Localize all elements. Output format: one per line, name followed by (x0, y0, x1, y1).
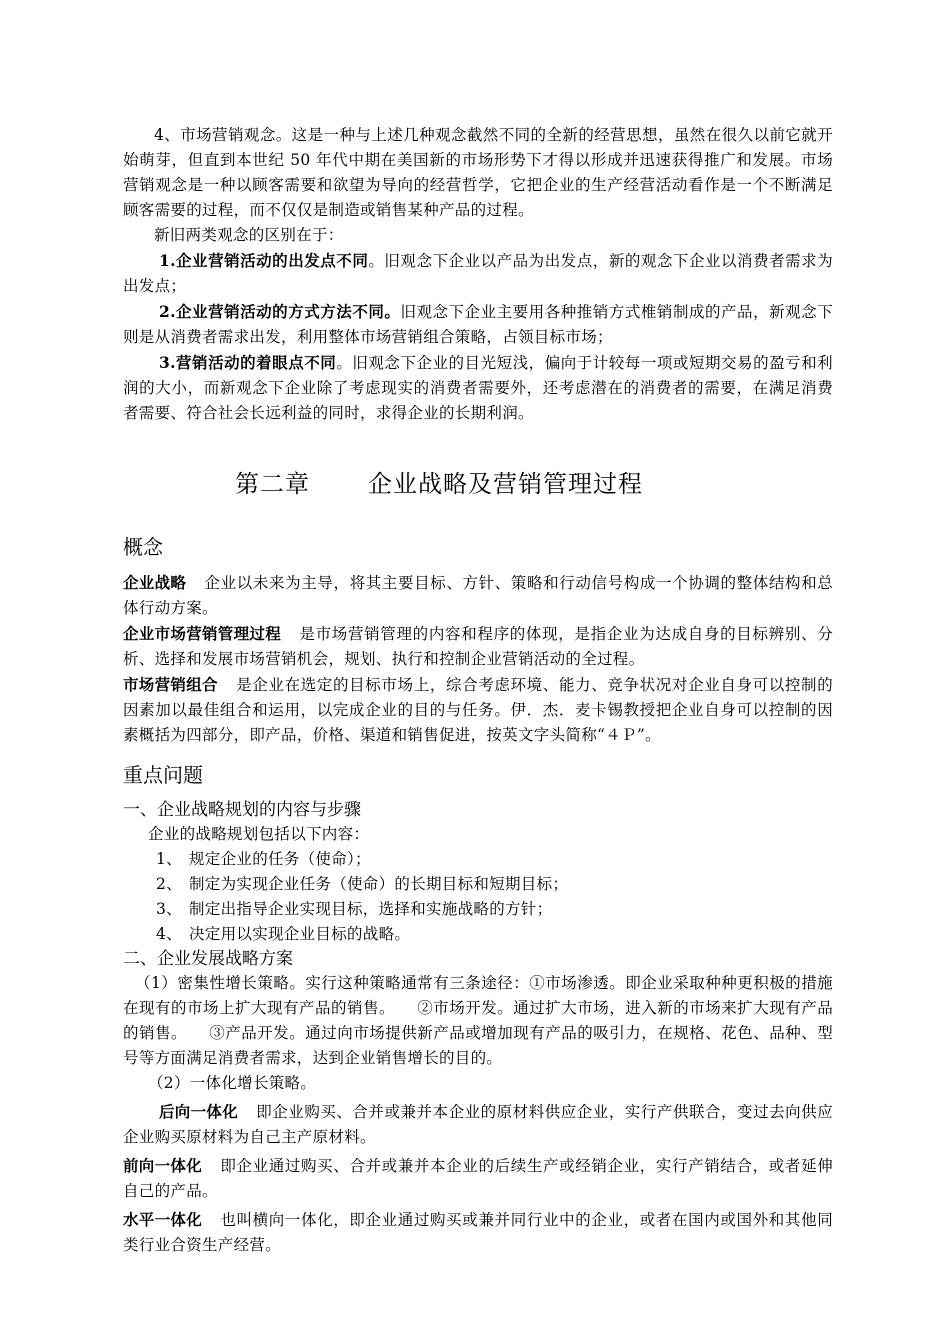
paragraph-marketing-concept: 4、市场营销观念。这是一种与上述几种观念截然不同的全新的经营思想，虽然在很久以前它就开始萌芽，但直到本世纪 50 年代中期在美国新的市场形势下才得以形成并迅速获得推广和发展。市场营销观念是一种以顾客需要和欲望为导向的经营哲学，它把企业的生产经营活动看作是一个不断满足顾客需要的过程，而不仅仅是制造或销售某种产品的过程。 (123, 126, 833, 219)
concept-item (123, 621, 833, 672)
list-item (123, 847, 833, 872)
integration-definition: 即企业购买、合并或兼并本企业的原材料供应企业，实行产供联合，变过去向供应企业购买原材料为自己主产原材料。 (123, 1103, 833, 1146)
chapter-heading (123, 464, 833, 504)
list-item (123, 872, 833, 897)
integration-definition: 也叫横向一体化，即企业通过购买或兼并同行业中的企业，或者在国内或国外和其他同类行业合资生产经营。 (123, 1211, 833, 1254)
list-item-text: 制定出指导企业实现目标，选择和实施战略的方针； (189, 900, 553, 918)
list-item (123, 922, 833, 947)
list-item-number: 1、 (156, 850, 182, 868)
integration-term: 前向一体化 (123, 1156, 203, 1175)
concept-term: 市场营销组合 (123, 675, 218, 694)
intensive-growth-part-3: ③产品开发。通过向市场提供新产品或增加现有产品的吸引力，在规格、花色、品种、型号等方面满足消费者需求，达到企业销售增长的目的。 (123, 1024, 833, 1067)
integration-item (123, 1153, 833, 1204)
list-item (123, 897, 833, 922)
section-1-intro: 企业的战略规划包括以下内容： (148, 825, 370, 843)
integration-definition: 即企业通过购买、合并或兼并本企业的后续生产或经销企业，实行产销结合，或者延伸自己的产品。 (123, 1157, 833, 1200)
difference-item-3-text: 。旧观念下企业的目光短浅，偏向于计较每一项或短期交易的盈亏和利润的大小，而新观念下企业除了考虑现实的消费者需要外，还考虑潜在的消费者的需要，在满足消费者需要、符合社会长远利益的同时，求得企业的长期利润。 (123, 354, 833, 422)
intensive-growth-part-1: （1）密集性增长策略。实行这种策略通常有三条途径：①市场渗透。即企业采取种种更积极的措施在现有的市场上扩大现有产品的销售。 (123, 974, 833, 1017)
list-item-text: 决定用以实现企业目标的战略。 (189, 925, 411, 943)
difference-item-1-text: 。旧观念下企业以产品为出发点，新的观念下企业以消费者需求为出发点； (123, 252, 834, 295)
difference-item-1 (123, 248, 833, 299)
concept-term: 企业市场营销管理过程 (123, 624, 282, 643)
list-item-text: 制定为实现企业任务（使命）的长期目标和短期目标； (189, 875, 569, 893)
concept-term: 企业战略 (123, 573, 187, 592)
list-item-number: 2、 (156, 875, 182, 893)
difference-item-1-title: 1.企业营销活动的出发点不同 (159, 251, 369, 270)
difference-item-2-title: 2.企业营销活动的方式方法不同。 (159, 302, 401, 321)
intensive-growth-part-2: ②市场开发。通过扩大市场，进入新的市场来扩大现有产品的销售。 (123, 999, 833, 1042)
difference-item-3 (123, 350, 833, 426)
chapter-title: 企业战略及营销管理过程 (368, 470, 643, 498)
section-2-title: 二、企业发展战略方案 (123, 949, 293, 969)
concept-item (123, 570, 833, 621)
key-issues-heading: 重点问题 (123, 763, 203, 787)
integration-growth-heading: （2）一体化增长策略。 (148, 1074, 317, 1092)
concepts-heading: 概念 (123, 535, 163, 559)
concept-item (123, 672, 833, 748)
concept-definition: 是市场营销管理的内容和程序的体现，是指企业为达成自身的目标辨别、分析、选择和发展市场营销机会，规划、执行和控制企业营销活动的全过程。 (123, 625, 833, 668)
integration-item (123, 1099, 833, 1150)
document-page (123, 123, 833, 1258)
list-item-text: 规定企业的任务（使命）； (189, 850, 371, 868)
section-1-title: 一、企业战略规划的内容与步骤 (123, 800, 361, 820)
integration-term: 后向一体化 (159, 1102, 239, 1121)
concept-definition: 是企业在选定的目标市场上，综合考虑环境、能力、竞争状况对企业自身可以控制的因素加以最佳组合和运用，以完成企业的目的与任务。伊．杰．麦卡锡教授把企业自身可以控制的因素概括为四部分，即产品，价格、渠道和销售促进，按英文字头简称“４Ｐ”。 (123, 676, 833, 744)
difference-item-2 (123, 299, 833, 350)
difference-item-2-text: 旧观念下企业主要用各种推销方式椎销制成的产品，新观念下则是从消费者需求出发，利用整体市场营销组合策略，占领目标市场； (123, 303, 834, 346)
integration-item (123, 1207, 833, 1258)
list-item-number: 3、 (156, 900, 182, 918)
concept-definition: 企业以未来为主导，将其主要目标、方针、策略和行动信号构成一个协调的整体结构和总体行动方案。 (123, 574, 833, 617)
difference-item-3-title: 3.营销活动的着眼点不同 (159, 353, 337, 372)
chapter-number: 第二章 (235, 470, 310, 498)
intensive-growth-paragraph (123, 971, 833, 1071)
list-item-number: 4、 (156, 925, 182, 943)
paragraph-difference-intro: 新旧两类观念的区别在于： (154, 226, 344, 244)
integration-term: 水平一体化 (123, 1210, 203, 1229)
